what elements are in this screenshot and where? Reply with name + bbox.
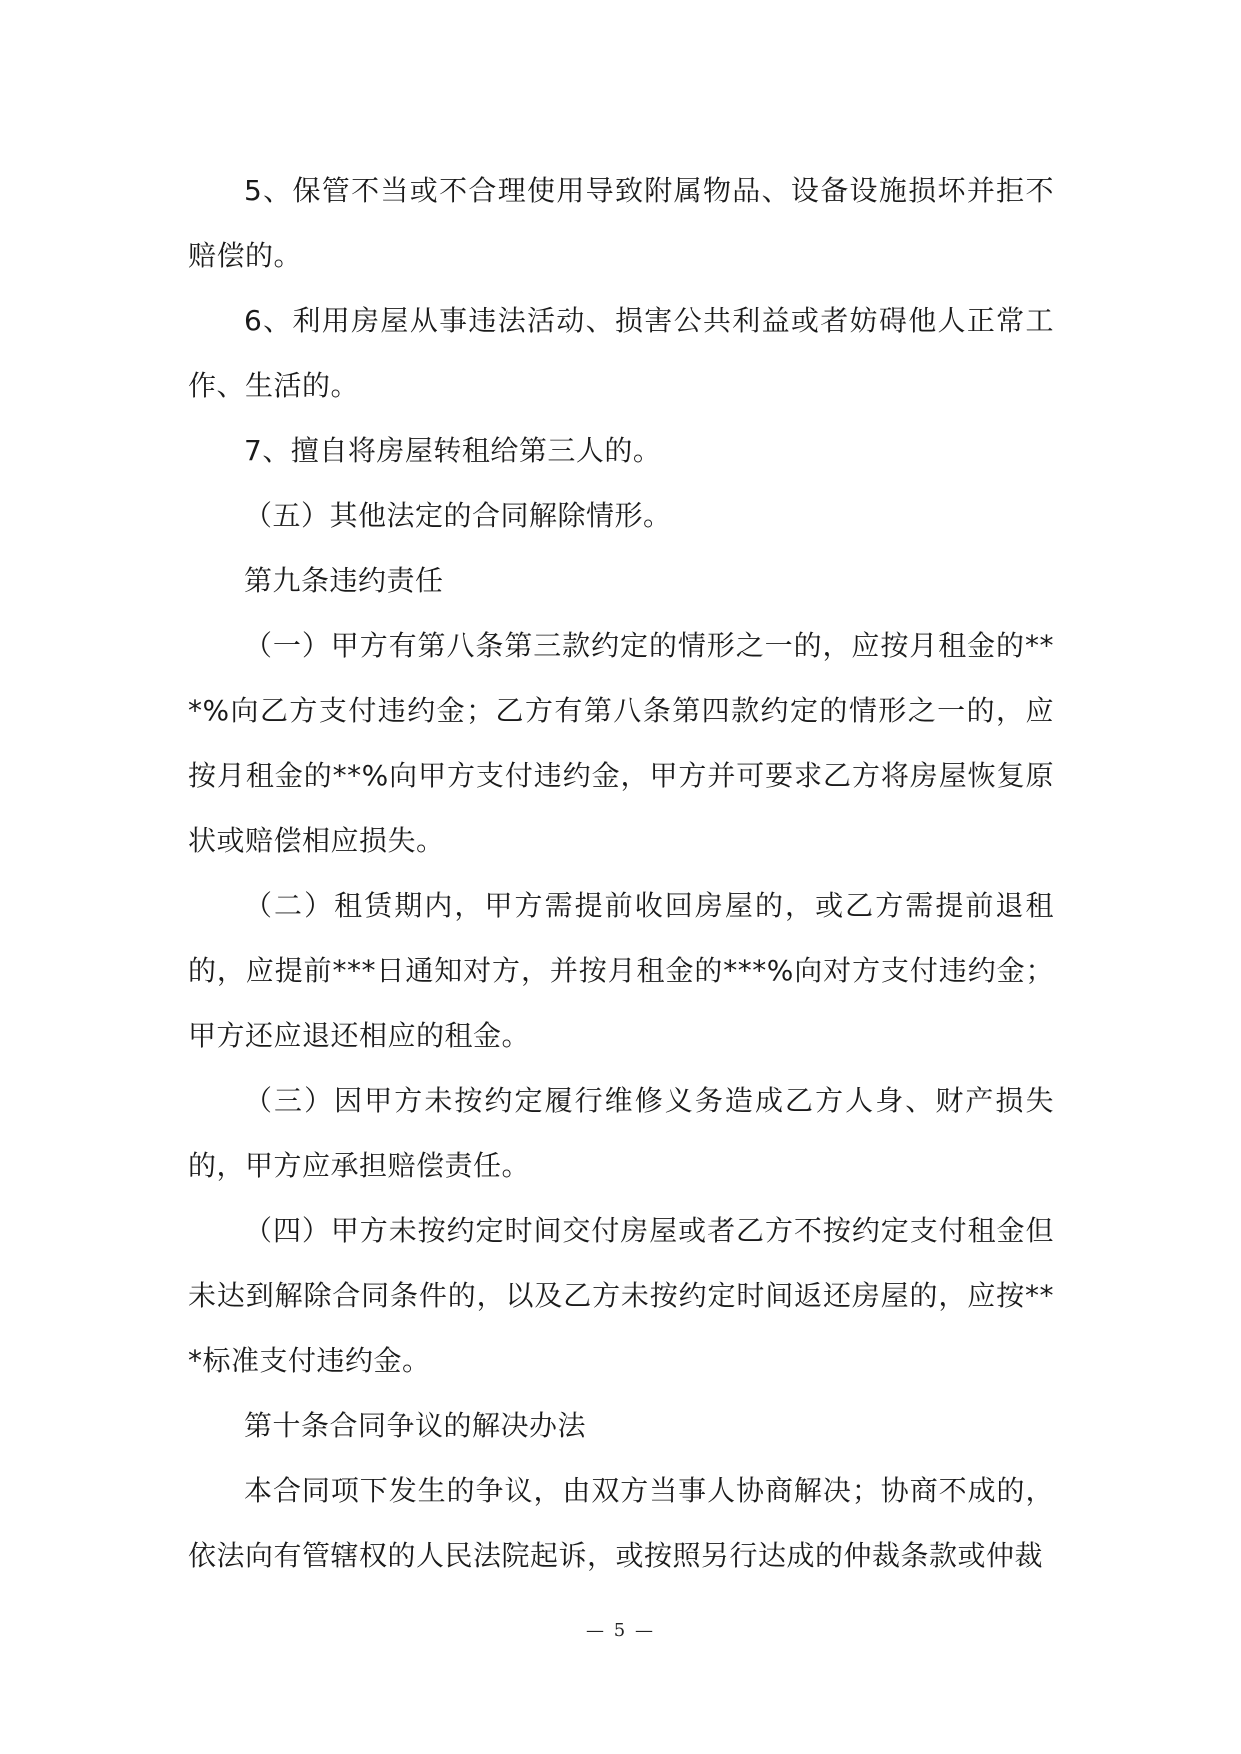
clause-5-paragraph: 5、保管不当或不合理使用导致附属物品、设备设施损坏并拒不赔偿的。	[188, 174, 1054, 272]
clause-7-paragraph: 7、擅自将房屋转租给第三人的。	[244, 434, 662, 467]
page-number: — 5 —	[586, 1620, 655, 1641]
article-10-heading: 第十条合同争议的解决办法	[244, 1409, 587, 1442]
item-5-paragraph: （五）其他法定的合同解除情形。	[244, 499, 672, 532]
article-9-item-1: （一）甲方有第八条第三款约定的情形之一的，应按月租金的***%向乙方支付违约金；乙方有第八条第四款约定的情形之一的，应按月租金的**%向甲方支付违约金，甲方并可要求乙方将房屋恢复原状或赔偿相应损失。	[188, 629, 1054, 857]
clause-6-paragraph: 6、利用房屋从事违法活动、损害公共利益或者妨碍他人正常工作、生活的。	[188, 304, 1054, 402]
article-10-body: 本合同项下发生的争议，由双方当事人协商解决；协商不成的，依法向有管辖权的人民法院起诉，或按照另行达成的仲裁条款或仲裁	[188, 1474, 1054, 1572]
article-9-item-4: （四）甲方未按约定时间交付房屋或者乙方不按约定支付租金但未达到解除合同条件的，以及乙方未按约定时间返还房屋的，应按***标准支付违约金。	[188, 1214, 1054, 1377]
article-9-item-3: （三）因甲方未按约定履行维修义务造成乙方人身、财产损失的，甲方应承担赔偿责任。	[188, 1084, 1054, 1182]
article-9-heading: 第九条违约责任	[244, 564, 444, 597]
document-body	[188, 158, 1054, 1588]
article-9-item-2: （二）租赁期内，甲方需提前收回房屋的，或乙方需提前退租的，应提前***日通知对方，并按月租金的***%向对方支付违约金；甲方还应退还相应的租金。	[188, 889, 1054, 1052]
